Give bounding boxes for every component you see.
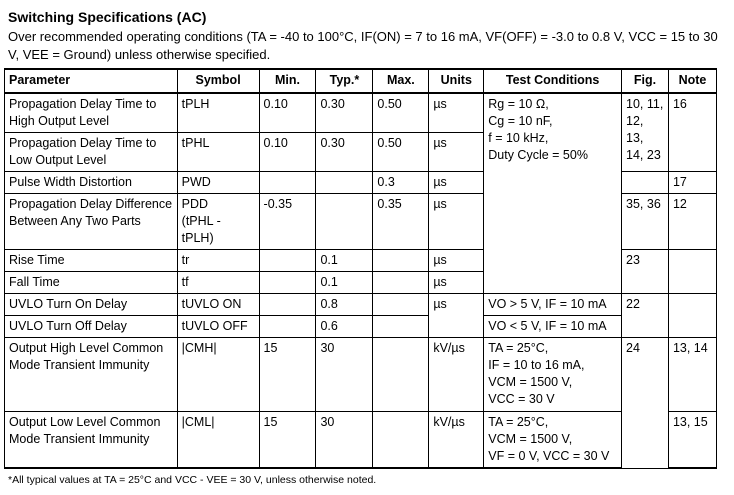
min-cell: -0.35 [259, 194, 316, 250]
typ-cell: 0.1 [316, 250, 373, 272]
header-note: Note [668, 69, 716, 93]
units-cell: µs [429, 133, 484, 172]
param-cell: Rise Time [5, 250, 178, 272]
header-parameter: Parameter [5, 69, 178, 93]
max-cell [373, 316, 429, 338]
note-cell [668, 250, 716, 294]
header-units: Units [429, 69, 484, 93]
units-cell: µs [429, 194, 484, 250]
note-cell [668, 294, 716, 338]
units-cell: µs [429, 294, 484, 338]
symbol-cell: tPHL [177, 133, 259, 172]
header-min: Min. [259, 69, 316, 93]
param-cell: Pulse Width Distortion [5, 172, 178, 194]
typ-cell: 30 [316, 338, 373, 412]
note-cell: 17 [668, 172, 716, 194]
symbol-cell: tUVLO ON [177, 294, 259, 316]
max-cell: 0.50 [373, 133, 429, 172]
footnote: *All typical values at TA = 25°C and VCC - VEE = 30 V, unless otherwise noted. [8, 474, 377, 486]
switching-spec-table [4, 68, 717, 469]
typ-cell: 0.6 [316, 316, 373, 338]
param-cell: Propagation Delay Time to Low Output Level [5, 133, 178, 172]
min-cell: 0.10 [259, 93, 316, 133]
typ-cell: 0.1 [316, 272, 373, 294]
fig-cell: 10, 11, 12, 13, 14, 23 [622, 93, 669, 172]
min-cell: 15 [259, 412, 316, 469]
min-cell [259, 272, 316, 294]
min-cell [259, 316, 316, 338]
param-cell: Propagation Delay Difference Between Any Two Parts [5, 194, 178, 250]
max-cell [373, 338, 429, 412]
param-cell: UVLO Turn Off Delay [5, 316, 178, 338]
typ-cell [316, 194, 373, 250]
table-row [5, 294, 717, 316]
param-cell: Output Low Level Common Mode Transient Immunity [5, 412, 178, 469]
note-cell: 13, 15 [668, 412, 716, 469]
test-cell: TA = 25°C, IF = 10 to 16 mA, VCM = 1500 V, VCC = 30 V [484, 338, 622, 412]
symbol-cell: PWD [177, 172, 259, 194]
test-cell: VO > 5 V, IF = 10 mA [484, 294, 622, 316]
note-cell: 12 [668, 194, 716, 250]
page-title: Switching Specifications (AC) [8, 9, 207, 25]
header-symbol: Symbol [177, 69, 259, 93]
note-cell: 16 [668, 93, 716, 172]
max-cell [373, 412, 429, 469]
units-cell: µs [429, 250, 484, 272]
fig-cell: 22 [622, 294, 669, 338]
symbol-cell: tf [177, 272, 259, 294]
max-cell: 0.50 [373, 93, 429, 133]
param-cell: Output High Level Common Mode Transient Immunity [5, 338, 178, 412]
table-row [5, 412, 717, 469]
fig-cell: 24 [622, 338, 669, 469]
max-cell: 0.35 [373, 194, 429, 250]
max-cell [373, 250, 429, 272]
min-cell [259, 172, 316, 194]
symbol-cell: |CML| [177, 412, 259, 469]
units-cell: kV/µs [429, 338, 484, 412]
test-cell: Rg = 10 Ω, Cg = 10 nF, f = 10 kHz, Duty Cycle = 50% [484, 93, 622, 294]
min-cell: 0.10 [259, 133, 316, 172]
max-cell [373, 294, 429, 316]
symbol-cell: tUVLO OFF [177, 316, 259, 338]
max-cell: 0.3 [373, 172, 429, 194]
units-cell: µs [429, 93, 484, 133]
fig-cell: 23 [622, 250, 669, 294]
typ-cell: 0.30 [316, 93, 373, 133]
min-cell: 15 [259, 338, 316, 412]
header-row [5, 69, 717, 93]
param-cell: Propagation Delay Time to High Output Level [5, 93, 178, 133]
operating-conditions: Over recommended operating conditions (TA = -40 to 100°C, IF(ON) = 7 to 16 mA, VF(OFF) = -3.0 to 0.8 V, VCC = 15 to 30 V, VEE = Ground) unless otherwise specified. [8, 29, 718, 62]
fig-cell [622, 172, 669, 194]
units-cell: µs [429, 272, 484, 294]
param-cell: UVLO Turn On Delay [5, 294, 178, 316]
header-fig: Fig. [622, 69, 669, 93]
param-cell: Fall Time [5, 272, 178, 294]
typ-cell: 30 [316, 412, 373, 469]
header-max: Max. [373, 69, 429, 93]
units-cell: µs [429, 172, 484, 194]
min-cell [259, 294, 316, 316]
symbol-cell: tPLH [177, 93, 259, 133]
table-row [5, 338, 717, 412]
header-test: Test Conditions [484, 69, 622, 93]
note-cell: 13, 14 [668, 338, 716, 412]
symbol-cell: PDD (tPHL - tPLH) [177, 194, 259, 250]
symbol-cell: |CMH| [177, 338, 259, 412]
test-cell: VO < 5 V, IF = 10 mA [484, 316, 622, 338]
test-cell: TA = 25°C, VCM = 1500 V, VF = 0 V, VCC = 30 V [484, 412, 622, 469]
typ-cell: 0.30 [316, 133, 373, 172]
min-cell [259, 250, 316, 272]
table-row [5, 93, 717, 133]
units-cell: kV/µs [429, 412, 484, 469]
max-cell [373, 272, 429, 294]
typ-cell: 0.8 [316, 294, 373, 316]
symbol-cell: tr [177, 250, 259, 272]
table-row [5, 316, 717, 338]
header-typ: Typ.* [316, 69, 373, 93]
fig-cell: 35, 36 [622, 194, 669, 250]
typ-cell [316, 172, 373, 194]
